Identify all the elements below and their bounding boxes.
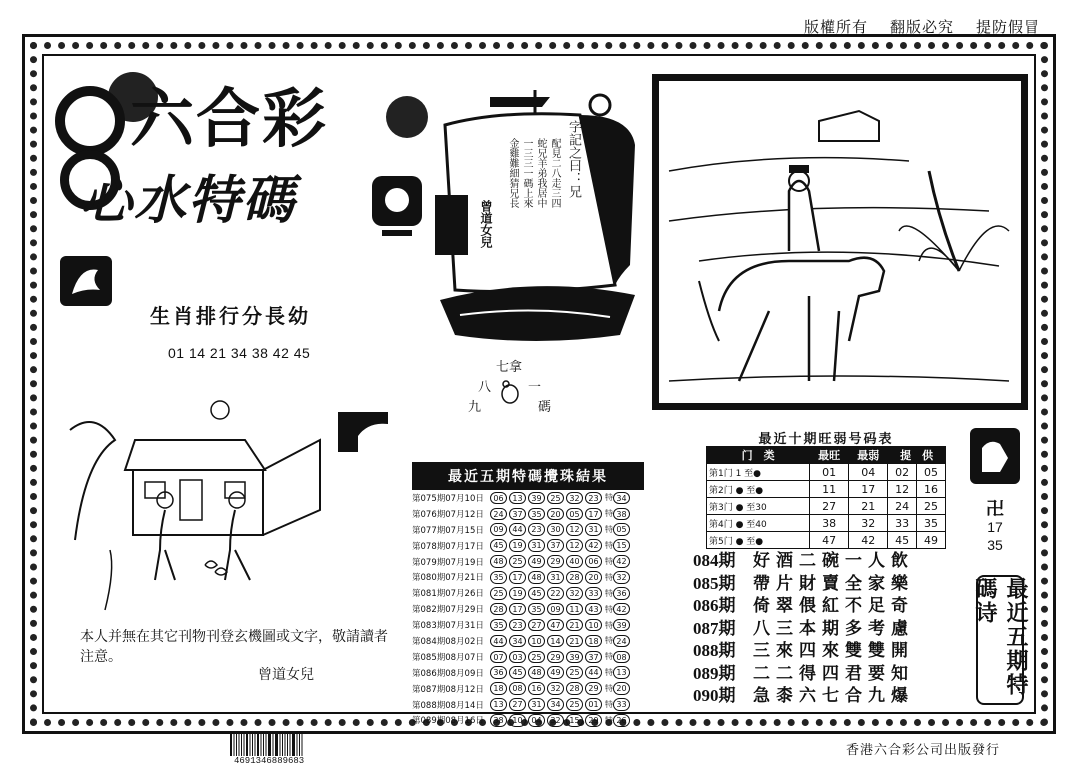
result-row (412, 601, 644, 617)
result-ball: 13 (509, 492, 526, 505)
side-numbers (986, 500, 1004, 554)
result-ball: 37 (509, 508, 526, 521)
result-ball: 29 (547, 555, 564, 568)
result-ball: 22 (547, 587, 564, 600)
result-ball: 48 (528, 666, 545, 679)
result-ball: 45 (528, 587, 545, 600)
result-ball: 34 (547, 698, 564, 711)
special-ball: 24 (613, 635, 630, 648)
result-ball: 25 (566, 698, 583, 711)
result-ball: 20 (547, 508, 564, 521)
result-ball: 06 (490, 492, 507, 505)
result-ball: 16 (528, 682, 545, 695)
result-row-label: 第080期07月21日 (412, 573, 484, 584)
result-ball: 13 (490, 698, 507, 711)
special-ball: 15 (613, 539, 630, 552)
special-label: 特 (605, 715, 613, 725)
result-ball: 31 (547, 571, 564, 584)
col-cold: 最弱 (849, 447, 888, 464)
hot-cold-row (707, 481, 946, 498)
riddle-left2: 九 (468, 400, 482, 415)
result-row (412, 585, 644, 601)
cell-p2: 05 (917, 464, 946, 481)
result-ball: 32 (547, 682, 564, 695)
cell-p2: 25 (917, 498, 946, 515)
cell-p1: 33 (888, 515, 917, 532)
notice-beware-fake: 提防假冒 (975, 18, 1040, 36)
special-label: 特 (605, 668, 613, 678)
special-ball: 05 (613, 523, 630, 536)
cell-door: 第4门 ● 至40 (707, 515, 810, 532)
special-ball: 38 (613, 508, 630, 521)
cell-cold: 17 (849, 481, 888, 498)
special-label: 特 (605, 684, 613, 694)
col-door-label: 门 (741, 449, 753, 462)
result-ball: 07 (490, 651, 507, 664)
result-row (412, 633, 644, 649)
cell-hot: 47 (810, 532, 849, 549)
result-ball: 36 (490, 666, 507, 679)
result-ball: 31 (528, 698, 545, 711)
results-rows (412, 490, 644, 728)
result-row-label: 第075期07月10日 (412, 493, 484, 504)
hot-cold-row (707, 532, 946, 549)
result-ball: 25 (547, 492, 564, 505)
poem-line (693, 573, 914, 596)
result-ball: 49 (547, 666, 564, 679)
result-ball: 29 (585, 714, 602, 727)
special-label: 特 (605, 541, 613, 551)
special-label: 特 (605, 652, 613, 662)
mouse-icon (498, 378, 522, 406)
poem-text: 好酒二碗一人飲 (753, 551, 914, 571)
result-row (412, 490, 644, 506)
special-label: 特 (605, 557, 613, 566)
result-ball: 18 (490, 682, 507, 695)
special-ball: 34 (613, 492, 630, 505)
horse-rider-illustration (652, 74, 1028, 410)
result-ball: 28 (566, 682, 583, 695)
result-ball: 23 (509, 619, 526, 632)
result-ball: 10 (528, 635, 545, 648)
special-ball: 08 (613, 651, 630, 664)
poem-line (693, 663, 914, 686)
hot-cold-row (707, 515, 946, 532)
result-ball: 34 (509, 635, 526, 648)
sail-line-1: 配見二八走三四 (549, 138, 560, 208)
side-char: 卍 (986, 499, 1004, 519)
cell-p2: 49 (917, 532, 946, 549)
result-row-label: 第087期08月12日 (412, 684, 484, 695)
poem-list (693, 550, 914, 708)
cell-hot: 27 (810, 498, 849, 515)
poem-text: 倚翠偎紅不足奇 (753, 596, 914, 616)
special-ball: 32 (613, 571, 630, 584)
recent-results-table (412, 462, 644, 728)
sail-signature: 曾道女兒 (479, 200, 493, 248)
poem-line (693, 618, 914, 641)
special-label: 特 (605, 493, 613, 503)
riddle-right: 一 (528, 380, 542, 395)
result-ball: 30 (547, 523, 564, 536)
side-number-1: 17 (987, 519, 1003, 535)
result-row (412, 665, 644, 681)
result-row (412, 712, 644, 728)
result-ball: 31 (528, 539, 545, 552)
emblem-icon (368, 170, 426, 240)
poem-issue: 090期 (693, 686, 736, 705)
result-ball: 35 (528, 508, 545, 521)
result-ball: 42 (585, 539, 602, 552)
cell-cold: 21 (849, 498, 888, 515)
result-row (412, 649, 644, 665)
result-ball: 18 (585, 635, 602, 648)
poem-text: 帶片財賣全家樂 (753, 573, 914, 594)
result-ball: 25 (509, 555, 526, 568)
poem-issue: 089期 (693, 663, 736, 683)
special-label: 特 (605, 604, 613, 614)
hot-cold-table (706, 428, 946, 549)
result-row-label: 第084期08月02日 (412, 636, 484, 647)
village-illustration (65, 400, 330, 620)
result-row-label: 第089期08月16日 (412, 716, 484, 727)
result-ball: 37 (585, 651, 602, 664)
cell-door: 第2门 ● 至● (707, 481, 810, 498)
ink-icon (338, 412, 388, 452)
results-table-title: 最近五期特碼攪珠結果 (412, 462, 644, 490)
special-ball: 42 (613, 603, 630, 616)
cell-p1: 24 (888, 498, 917, 515)
poem-issue: 088期 (693, 641, 736, 660)
result-ball: 44 (585, 666, 602, 679)
result-row (412, 522, 644, 538)
notice-author: 曾道女兒 (258, 667, 314, 683)
result-ball: 14 (547, 635, 564, 648)
result-ball: 32 (566, 492, 583, 505)
side-number-2: 35 (987, 537, 1003, 553)
result-ball: 39 (528, 492, 545, 505)
result-row (412, 697, 644, 713)
riddle-left: 八 (478, 380, 492, 395)
col-hot: 最旺 (810, 447, 849, 464)
result-row-label: 第083期07月31日 (412, 621, 484, 632)
result-ball: 35 (490, 571, 507, 584)
number-riddle (462, 356, 554, 415)
result-ball: 32 (547, 714, 564, 727)
col-type-label: 类 (763, 449, 775, 462)
poem-line (693, 595, 914, 618)
hot-cold-row (707, 498, 946, 515)
poem-issue: 085期 (693, 573, 736, 593)
special-ball: 20 (613, 682, 630, 695)
special-label: 特 (605, 525, 613, 535)
result-ball: 35 (528, 603, 545, 616)
zodiac-heading: 生肖排行分長幼 (150, 304, 311, 328)
result-ball: 25 (490, 587, 507, 600)
result-ball: 11 (566, 603, 583, 616)
barcode-number: 4691346889683 (234, 756, 305, 766)
sail-line-3: 一三三一碼上來 (521, 138, 532, 208)
hot-cold-grid (706, 446, 946, 549)
result-ball: 40 (566, 555, 583, 568)
result-row-label: 第079期07月19日 (412, 557, 484, 568)
col-provide-2: 供 (922, 449, 934, 462)
result-ball: 38 (490, 714, 507, 727)
barcode-icon (228, 732, 338, 758)
result-row (412, 617, 644, 633)
result-ball: 24 (490, 508, 507, 521)
special-ball: 39 (613, 619, 630, 632)
cell-p2: 16 (917, 481, 946, 498)
result-ball: 12 (566, 539, 583, 552)
result-ball: 25 (566, 666, 583, 679)
result-row (412, 681, 644, 697)
cell-cold: 32 (849, 515, 888, 532)
result-ball: 29 (585, 682, 602, 695)
result-ball: 47 (547, 619, 564, 632)
result-ball: 17 (585, 508, 602, 521)
cell-cold: 42 (849, 532, 888, 549)
result-ball: 48 (490, 555, 507, 568)
result-row-label: 第076期07月12日 (412, 509, 484, 520)
notice-copyright: 版權所有 (803, 18, 868, 36)
cell-hot: 11 (810, 481, 849, 498)
riddle-top: 七拿 (496, 360, 523, 375)
result-row (412, 569, 644, 585)
result-ball: 04 (528, 714, 545, 727)
special-ball: 36 (613, 587, 630, 600)
decor-circle (55, 86, 125, 156)
result-ball: 17 (509, 603, 526, 616)
decor-circle (386, 96, 428, 138)
result-ball: 19 (509, 587, 526, 600)
result-ball: 37 (547, 539, 564, 552)
cell-p1: 02 (888, 464, 917, 481)
poem-issue: 084期 (693, 551, 736, 570)
result-ball: 44 (490, 635, 507, 648)
result-ball: 09 (547, 603, 564, 616)
poem-line (693, 685, 914, 708)
result-ball: 10 (585, 619, 602, 632)
cell-door: 第5门 ● 至● (707, 532, 810, 549)
result-ball: 35 (490, 619, 507, 632)
result-row-label: 第078期07月17日 (412, 541, 484, 552)
result-ball: 23 (528, 523, 545, 536)
notice-no-copy: 翻版必究 (889, 18, 954, 36)
poem-text: 八三本期多考慮 (753, 618, 914, 639)
result-row-label: 第085期08月07日 (412, 652, 484, 663)
result-ball: 23 (585, 492, 602, 505)
sail-head: 字記之曰：兄 (566, 120, 581, 198)
result-ball: 29 (547, 651, 564, 664)
result-row-label: 第077期07月15日 (412, 525, 484, 536)
result-ball: 32 (566, 587, 583, 600)
result-ball: 10 (509, 714, 526, 727)
special-label: 特 (605, 620, 613, 630)
sail-line-2: 蛇兄羊弟我居中 (535, 138, 546, 208)
special-label: 特 (605, 588, 613, 598)
cell-hot: 38 (810, 515, 849, 532)
cell-p1: 12 (888, 481, 917, 498)
cell-hot: 01 (810, 464, 849, 481)
notice-text: 本人并無在其它刊物刊登玄機圖或文字，敬請讀者注意。 (80, 629, 388, 665)
result-ball: 33 (585, 587, 602, 600)
cell-door: 第1门 1 至● (707, 464, 810, 481)
result-ball: 05 (566, 508, 583, 521)
special-ball: 26 (613, 714, 630, 727)
result-row (412, 538, 644, 554)
result-ball: 31 (585, 523, 602, 536)
result-row (412, 506, 644, 522)
cell-door: 第3门 ● 至30 (707, 498, 810, 515)
result-ball: 28 (490, 603, 507, 616)
result-ball: 09 (490, 523, 507, 536)
special-ball: 33 (613, 698, 630, 711)
result-row-label: 第082期07月29日 (412, 605, 484, 616)
page-title: 六合彩 (130, 83, 328, 157)
hand-icon (970, 428, 1020, 484)
result-ball: 27 (528, 619, 545, 632)
poem-text: 急桼六七合九爆 (753, 686, 914, 706)
result-ball: 12 (566, 523, 583, 536)
cell-p1: 45 (888, 532, 917, 549)
result-ball: 49 (528, 555, 545, 568)
vertical-title: 最近五期特碼诗 (976, 575, 1024, 705)
col-door (707, 447, 810, 464)
result-ball: 15 (566, 714, 583, 727)
special-ball: 13 (613, 666, 630, 679)
result-ball: 44 (509, 523, 526, 536)
poem-text: 二二得四君要知 (753, 663, 914, 684)
result-row-label: 第086期08月09日 (412, 668, 484, 679)
cell-cold: 04 (849, 464, 888, 481)
special-ball: 42 (613, 555, 630, 568)
result-ball: 48 (528, 571, 545, 584)
result-ball: 43 (585, 603, 602, 616)
result-row-label: 第088期08月14日 (412, 700, 484, 711)
zodiac-numbers: 01 14 21 34 38 42 45 (168, 345, 311, 361)
result-ball: 08 (509, 682, 526, 695)
publisher: 香港六合彩公司出版發行 (845, 743, 1000, 758)
special-label: 特 (605, 572, 613, 582)
result-ball: 28 (566, 571, 583, 584)
result-ball: 45 (509, 666, 526, 679)
result-ball: 21 (566, 635, 583, 648)
cell-p2: 35 (917, 515, 946, 532)
result-ball: 27 (509, 698, 526, 711)
result-ball: 19 (509, 539, 526, 552)
col-provide (888, 447, 946, 464)
riddle-right2: 碼 (538, 400, 552, 415)
result-ball: 39 (566, 651, 583, 664)
zodiac-icon (60, 256, 112, 306)
result-ball: 25 (528, 651, 545, 664)
hot-cold-row (707, 464, 946, 481)
special-label: 特 (605, 636, 613, 646)
result-ball: 01 (585, 698, 602, 711)
sail-line-4: 金雞難細猜兄長 (507, 138, 518, 208)
poem-issue: 086期 (693, 596, 736, 615)
hot-cold-title: 最近十期旺弱号码表 (758, 432, 894, 447)
result-ball: 03 (509, 651, 526, 664)
col-provide-1: 提 (900, 449, 912, 462)
result-ball: 20 (585, 571, 602, 584)
result-ball: 17 (509, 571, 526, 584)
result-ball: 45 (490, 539, 507, 552)
poem-line (693, 550, 914, 573)
poem-text: 三來四來雙雙開 (753, 641, 914, 661)
special-label: 特 (605, 700, 613, 710)
special-label: 特 (605, 509, 613, 519)
result-ball: 21 (566, 619, 583, 632)
result-ball: 06 (585, 555, 602, 568)
result-row (412, 554, 644, 570)
result-row-label: 第081期07月26日 (412, 589, 484, 600)
poem-line (693, 640, 914, 663)
poem-issue: 087期 (693, 618, 736, 638)
page-subtitle: 心水特碼 (80, 171, 297, 231)
